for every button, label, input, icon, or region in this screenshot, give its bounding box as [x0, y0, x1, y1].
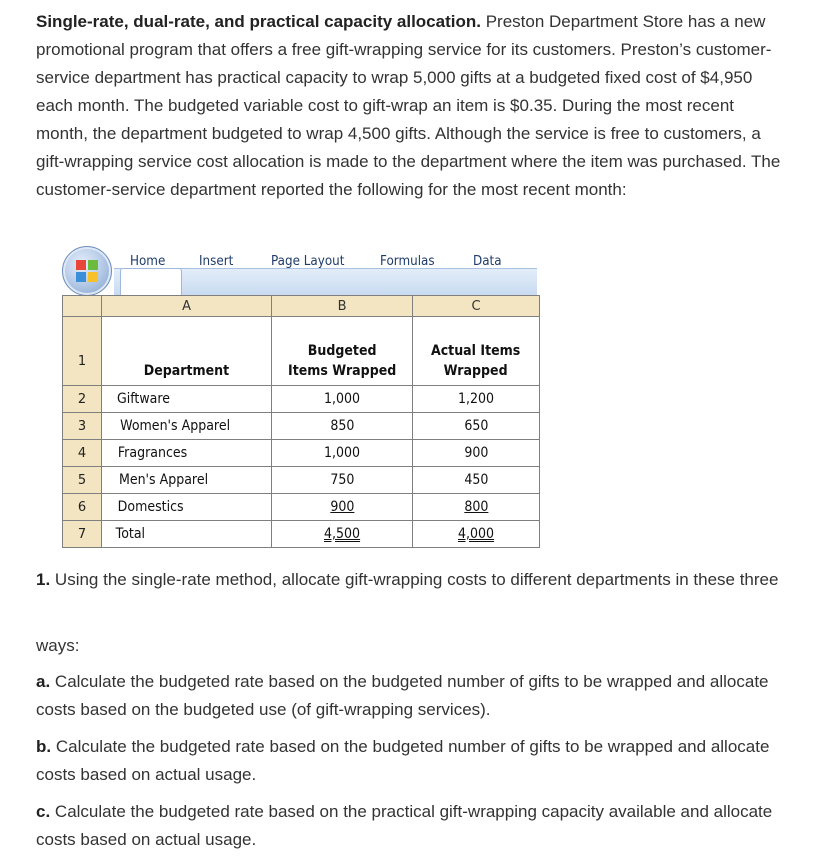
actual-cell[interactable]: [412, 386, 539, 413]
row-number[interactable]: 5: [63, 467, 102, 494]
row-number[interactable]: 4: [63, 440, 102, 467]
row-number[interactable]: 1: [63, 317, 102, 386]
department-cell[interactable]: [101, 440, 271, 467]
question-a-label: a.: [36, 672, 51, 691]
row-number[interactable]: 2: [63, 386, 102, 413]
column-header-b[interactable]: B: [272, 296, 413, 317]
ways-text: ways:: [36, 636, 80, 655]
actual-value: 450: [463, 472, 489, 488]
budgeted-value: 4,500: [324, 526, 361, 542]
question-1: [36, 566, 788, 594]
column-header-a[interactable]: A: [101, 296, 271, 317]
department-cell[interactable]: [101, 494, 271, 521]
budgeted-value: 1,000: [324, 445, 361, 461]
row-number[interactable]: 7: [63, 521, 102, 548]
intro-title: Single-rate, dual-rate, and practical capacity allocation.: [36, 12, 481, 31]
question-b-text: Calculate the budgeted rate based on the budgeted number of gifts to be wrapped and allocate costs based on actual usage.: [36, 737, 770, 784]
actual-header-line2: Wrapped: [443, 363, 508, 379]
corner-cell[interactable]: [63, 296, 102, 317]
row-number[interactable]: 3: [63, 413, 102, 440]
budgeted-cell[interactable]: [272, 440, 413, 467]
data-table: [62, 295, 540, 548]
question-1-label: 1.: [36, 570, 51, 589]
actual-value: 650: [463, 418, 489, 434]
question-c: [36, 798, 788, 854]
spreadsheet-image: [60, 244, 540, 542]
intro-body: Preston Department Store has a new promotional program that offers a free gift-wrapping service for its customers. Preston’s customer-service department has practical capacity to wrap 5,000 gifts at a budgeted fixed cost of $4,950 each month. The budgeted variable cost to gift-wrap an item is $0.35. During the most recent month, the department budgeted to wrap 4,500 gifts. Although the service is free to customers, a gift-wrapping service cost allocation is made to the department where the item was purchased. The customer-service department reported the following for the most recent month:: [36, 12, 781, 199]
department-cell[interactable]: [101, 413, 271, 440]
department-name: Giftware: [116, 391, 170, 407]
tab-page-layout[interactable]: Page Layout: [271, 254, 345, 269]
department-name: Fragrances: [117, 445, 188, 461]
budgeted-cell[interactable]: [272, 494, 413, 521]
tab-formulas[interactable]: Formulas: [380, 254, 435, 269]
budgeted-value: 900: [330, 499, 355, 515]
actual-value: 900: [463, 445, 489, 461]
table-row: [63, 467, 540, 494]
cell-budgeted-header[interactable]: [272, 317, 413, 386]
office-logo-square: [88, 272, 98, 282]
intro-paragraph: [36, 8, 788, 204]
table-row: [63, 494, 540, 521]
office-logo-square: [88, 260, 98, 270]
header-row: [63, 317, 540, 386]
actual-cell[interactable]: [412, 467, 539, 494]
office-logo-square: [76, 272, 86, 282]
actual-value: 4,000: [457, 526, 495, 542]
budgeted-header-line2: Items Wrapped: [287, 363, 397, 379]
department-name: Domestics: [117, 499, 184, 515]
question-1-text: Using the single-rate method, allocate gift-wrapping costs to different departments in these three: [54, 570, 779, 589]
question-c-text: Calculate the budgeted rate based on the practical gift-wrapping capacity available and allocate costs based on actual usage.: [36, 802, 773, 849]
office-logo-square: [76, 260, 86, 270]
question-a-text: Calculate the budgeted rate based on the budgeted number of gifts to be wrapped and allocate costs based on the budgeted use (of gift-wrapping services).: [36, 672, 769, 719]
row-number[interactable]: 6: [63, 494, 102, 521]
table-row: [63, 386, 540, 413]
budgeted-value: 850: [330, 418, 355, 434]
department-name: Men's Apparel: [118, 472, 209, 488]
department-cell[interactable]: [101, 467, 271, 494]
budgeted-header-line1: Budgeted: [307, 343, 377, 359]
budgeted-cell[interactable]: [272, 521, 413, 548]
table-row: [63, 440, 540, 467]
question-b-label: b.: [36, 737, 52, 756]
budgeted-cell[interactable]: [272, 386, 413, 413]
budgeted-cell[interactable]: [272, 413, 413, 440]
actual-value: 800: [463, 499, 489, 515]
actual-header: [431, 341, 520, 385]
office-button[interactable]: [62, 246, 112, 296]
budgeted-value: 1,000: [324, 391, 361, 407]
department-name: Total: [115, 526, 145, 542]
actual-header-line1: Actual Items: [431, 343, 521, 359]
department-header: Department: [143, 363, 230, 379]
question-a: [36, 668, 788, 724]
column-header-c[interactable]: C: [412, 296, 539, 317]
table-row-total: [63, 521, 540, 548]
actual-cell[interactable]: [412, 413, 539, 440]
cell-department-header[interactable]: [101, 317, 271, 386]
budgeted-value: 750: [330, 472, 355, 488]
tab-insert[interactable]: Insert: [199, 254, 234, 269]
actual-cell[interactable]: [412, 440, 539, 467]
tab-home[interactable]: Home: [130, 254, 166, 269]
question-b: [36, 733, 788, 789]
actual-cell[interactable]: [412, 494, 539, 521]
tab-home-highlight: [120, 268, 182, 296]
department-cell[interactable]: [101, 521, 271, 548]
table-row: [63, 413, 540, 440]
department-name: Women's Apparel: [120, 418, 230, 434]
budgeted-header: [288, 341, 396, 385]
tab-data[interactable]: Data: [473, 254, 502, 269]
column-header-row: [63, 296, 540, 317]
actual-cell[interactable]: [412, 521, 539, 548]
department-cell[interactable]: [101, 386, 271, 413]
cell-actual-header[interactable]: [412, 317, 539, 386]
budgeted-cell[interactable]: [272, 467, 413, 494]
question-c-label: c.: [36, 802, 51, 821]
actual-value: 1,200: [457, 391, 495, 407]
office-logo-icon: [76, 260, 98, 282]
